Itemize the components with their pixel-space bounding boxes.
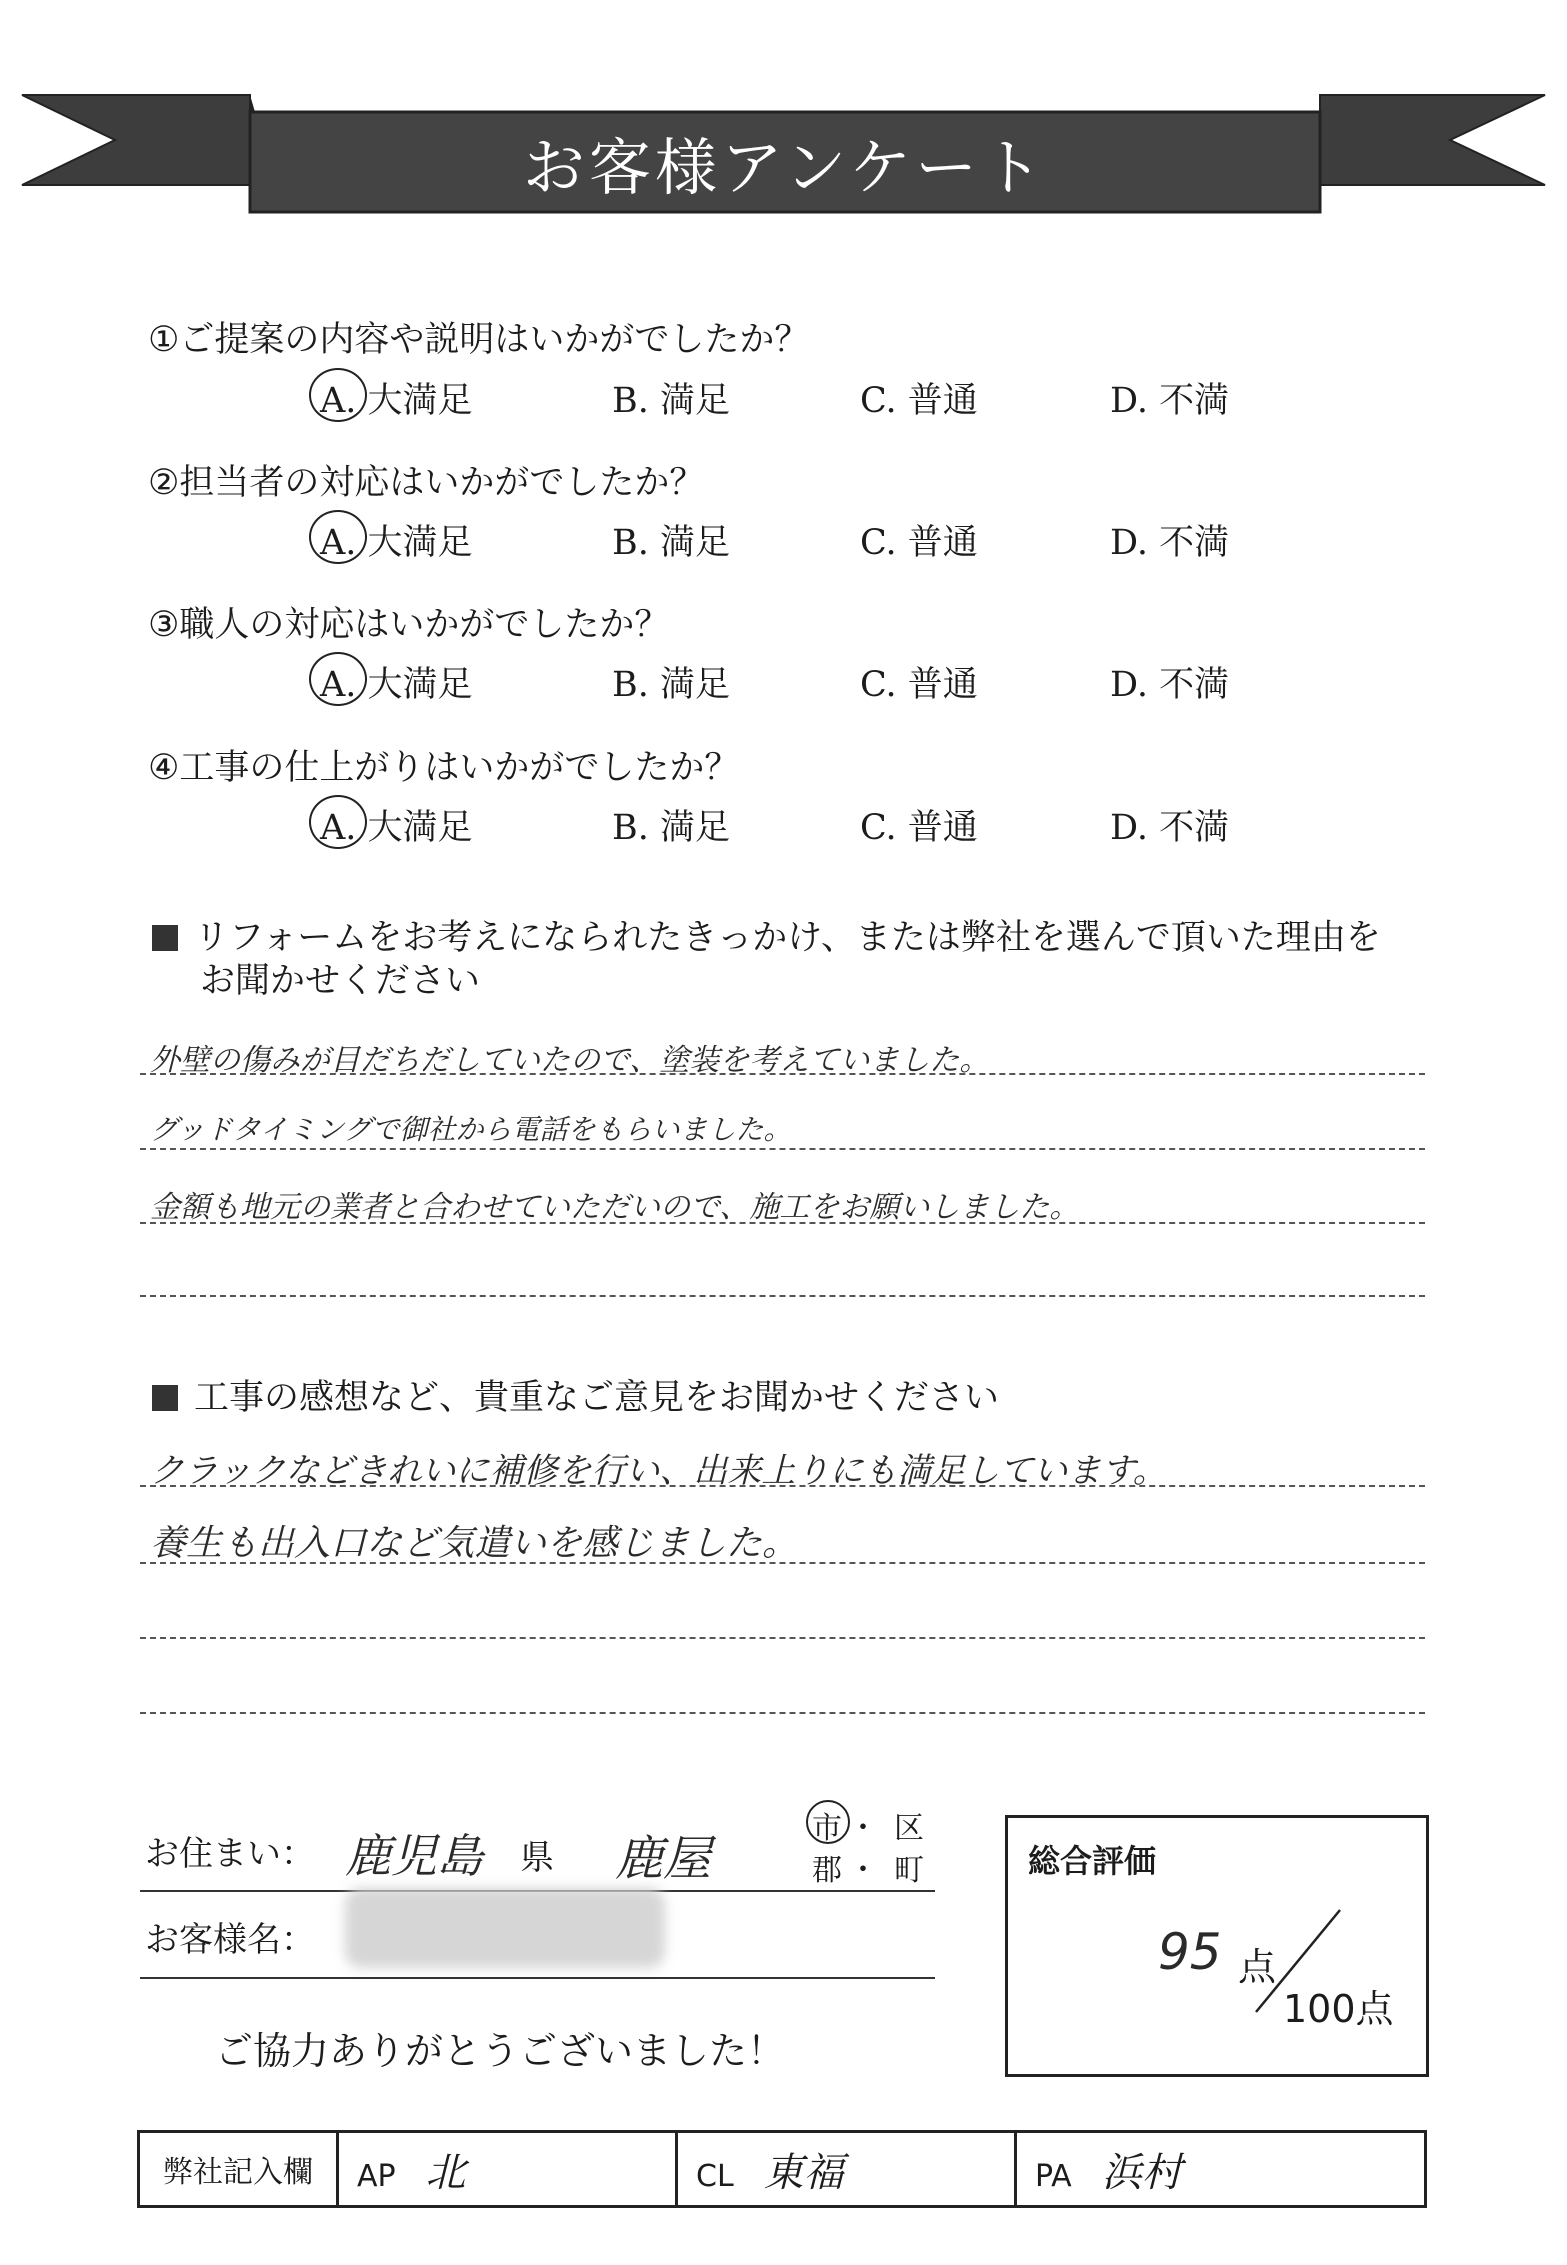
option-a[interactable]: A. 大満足 [320,665,473,705]
option-d[interactable]: D. 不満 [1110,808,1230,848]
dashed-line [140,1562,1425,1564]
dashed-line [140,1712,1425,1714]
cl-cell: CL 東福 [677,2132,1016,2207]
office-use-label: 弊社記入欄 [139,2132,338,2207]
dashed-line [140,1073,1425,1075]
rating-label: 総合評価 [1028,1842,1157,1880]
answer-line-3: 金額も地元の業者と合わせていただいので、施工をお願いしました。 [150,1190,1080,1225]
option-a[interactable]: A. 大満足 [320,808,473,848]
option-c[interactable]: C. 普通 [860,808,978,848]
option-a[interactable]: A. 大満足 [320,381,473,421]
section-1-heading: リフォームをお考えになられたきっかけ、または弊社を選んで頂いた理由を [152,910,1381,960]
name-underline [140,1977,935,1979]
customer-name-label: お客様名： [145,1920,315,1960]
option-b[interactable]: B. 満足 [612,808,730,848]
redacted-name [345,1888,665,1968]
address-city: 鹿屋 [615,1831,712,1887]
unit-shi: 市 [812,1811,842,1846]
option-d[interactable]: D. 不満 [1110,381,1230,421]
page-title: お客様アンケート [522,130,1048,204]
opinion-line-2: 養生も出入口など気遣いを感じました。 [150,1523,799,1564]
prefecture-suffix: 県 [520,1838,554,1878]
unit-separator: ・ [848,1853,878,1888]
question-3: ③職人の対応はいかがでしたか？ [148,605,670,645]
option-b[interactable]: B. 満足 [612,665,730,705]
thanks-message: ご協力ありがとうございました！ [215,2029,786,2073]
question-1: ①ご提案の内容や説明はいかがでしたか？ [148,320,810,360]
question-2: ②担当者の対応はいかがでしたか？ [148,463,705,503]
unit-cho: 町 [894,1853,924,1888]
address-prefecture: 鹿児島 [345,1829,483,1883]
option-c[interactable]: C. 普通 [860,665,978,705]
rating-max: 100点 [1283,1987,1394,2031]
question-4: ④工事の仕上がりはいかがでしたか？ [148,748,740,788]
section-1-heading-line2: お聞かせください [200,961,481,1001]
opinion-line-1: クラックなどきれいに補修を行い、出来上りにも満足しています。 [150,1451,1167,1491]
dashed-line [140,1485,1425,1487]
square-bullet-icon [152,925,178,951]
section-2-heading: 工事の感想など、貴重なご意見をお聞かせください [152,1370,999,1420]
option-b[interactable]: B. 満足 [612,381,730,421]
rating-score: 95 [1158,1923,1222,1981]
dashed-line [140,1148,1425,1150]
dashed-line [140,1637,1425,1639]
option-d[interactable]: D. 不満 [1110,665,1230,705]
rating-score-unit: 点 [1238,1945,1277,1989]
ap-cell: AP 北 [338,2132,677,2207]
answer-line-1: 外壁の傷みが目だちだしていたので、塗装を考えていました。 [150,1043,990,1078]
unit-separator: ・ [848,1811,878,1846]
unit-ku: 区 [894,1811,924,1846]
unit-gun: 郡 [812,1853,842,1888]
option-c[interactable]: C. 普通 [860,381,978,421]
square-bullet-icon [152,1385,178,1411]
option-d[interactable]: D. 不満 [1110,523,1230,563]
rating-box [1005,1815,1429,2077]
option-b[interactable]: B. 満足 [612,523,730,563]
dashed-line [140,1295,1425,1297]
answer-line-2: グッドタイミングで御社から電話をもらいました。 [150,1113,792,1146]
pa-cell: PA 浜村 [1016,2132,1426,2207]
option-a[interactable]: A. 大満足 [320,523,473,563]
address-label: お住まい： [145,1834,315,1874]
option-c[interactable]: C. 普通 [860,523,978,563]
dashed-line [140,1222,1425,1224]
office-use-table [137,2130,1427,2208]
